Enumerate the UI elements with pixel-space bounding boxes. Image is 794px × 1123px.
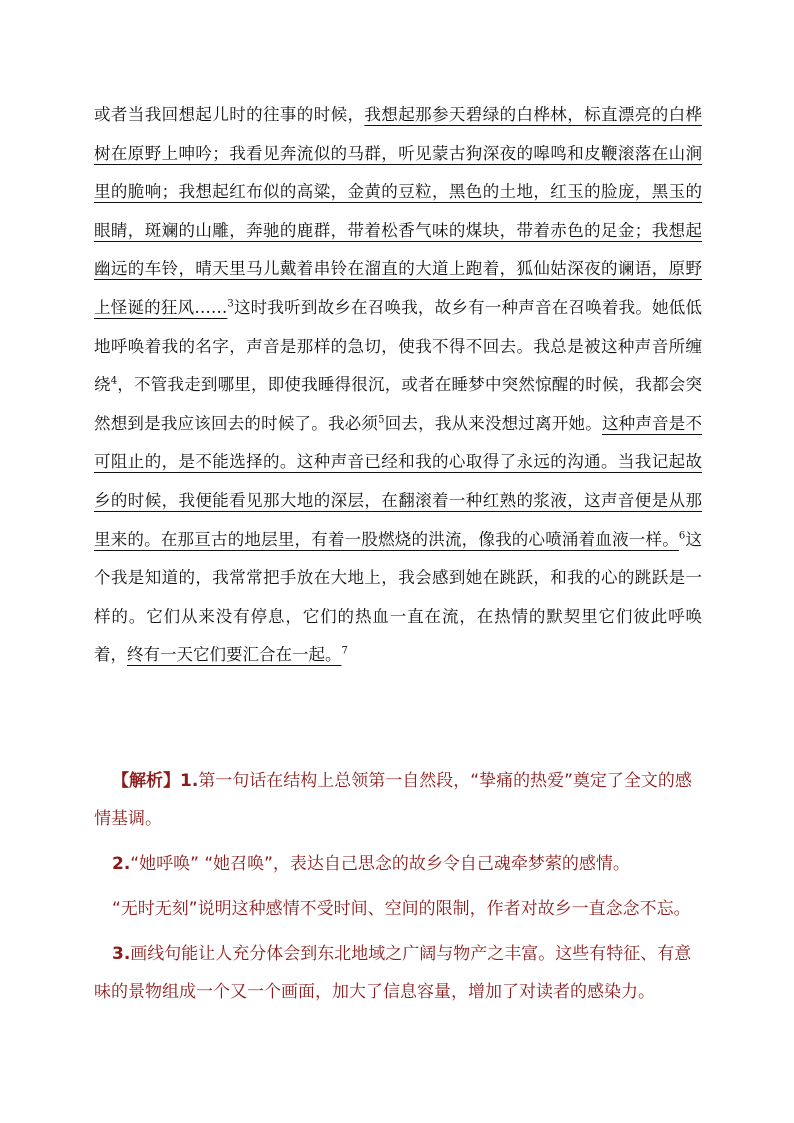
underlined-sentence: 我想起那参天碧绿的白桦林，标直漂亮的白桦树在原野上呻吟；我看见奔流似的马群，听见蒙古狗深夜的嗥鸣和皮鞭滚落在山涧里的脆响；我想起红布似的高粱，金黄的豆粒，黑色的土地，红玉的脸庞，黑玉的眼睛，斑斓的山雕，奔驰的鹿群，带着松香气味的煤块，带着赤色的足金；我想起幽远的车铃，晴天里马儿戴着串铃在溜直的大道上跑着，狐仙姑深夜的谰语，原野上怪诞的狂风……	[94, 105, 703, 317]
passage-paragraph	[94, 96, 702, 675]
analysis-text: 画线句能让人充分体会到东北地域之广阔与物产之丰富。这些有特征、有意味的景物组成一个又一个画面，加大了信息容量，增加了对读者的感染力。	[94, 944, 692, 1002]
item-number: 3.	[112, 944, 131, 964]
analysis-label: 【解析】	[112, 771, 180, 791]
passage-text: 或者当我回想起儿时的往事的时候，	[94, 105, 365, 124]
analysis-item-2-cont	[94, 890, 702, 928]
analysis-text: “她呼唤” “她召唤”，表达自己思念的故乡令自己魂牵梦萦的感情。	[130, 854, 630, 874]
main-passage	[94, 96, 702, 675]
analysis-item-1	[94, 762, 702, 838]
footnote-marker: 3	[227, 298, 234, 310]
analysis-text: 第一句话在结构上总领第一自然段，“挚痛的热爱”奠定了全文的感情基调。	[94, 771, 692, 829]
passage-text: ，不管我走到哪里，即使我睡得很沉，或者在睡梦中突然惊醒的时候，我都会突然想到是我应该回去的时候了。我必须	[94, 375, 703, 433]
analysis-text: “无时无刻”说明这种感情不受时间、空间的限制，作者对故乡一直念念不忘。	[112, 899, 691, 919]
analysis-section	[94, 762, 702, 1018]
analysis-item-2	[94, 845, 702, 883]
passage-text: 这个我是知道的，我常常把手放在大地上，我会感到她在跳跃，和我的心的跳跃是一样的。它们从来没有停息，它们的热血一直在流，在热情的默契里它们彼此呼唤着，	[94, 529, 703, 665]
item-number: 2.	[112, 854, 131, 874]
underlined-sentence: 终有一天它们要汇合在一起。	[127, 645, 342, 665]
underlined-sentence: 这种声音是不可阻止的，是不能选择的。这种声音已经和我的心取得了永远的沟通。当我记起故乡的时候，我便能看见那大地的深层，在翻滚着一种红熟的浆液，这声音便是从那里来的。在那亘古的地层里，有着一股燃烧的洪流，像我的心喷涌着血液一样。	[94, 413, 703, 549]
passage-text: 这时我听到故乡在召唤我，故乡有一种声音在召唤着我。她低低地呼唤着我的名字，声音是那样的急切，使我不得不回去。我总是被这种声音所缠绕	[94, 297, 703, 395]
footnote-marker: 6	[678, 530, 686, 542]
passage-text: 回去，我从来没想过离开她。	[384, 413, 602, 433]
analysis-item-3	[94, 935, 702, 1011]
footnote-marker: 4	[110, 375, 118, 387]
item-number: 1.	[180, 771, 199, 791]
footnote-marker: 7	[341, 645, 348, 657]
footnote-marker: 5	[378, 414, 385, 426]
